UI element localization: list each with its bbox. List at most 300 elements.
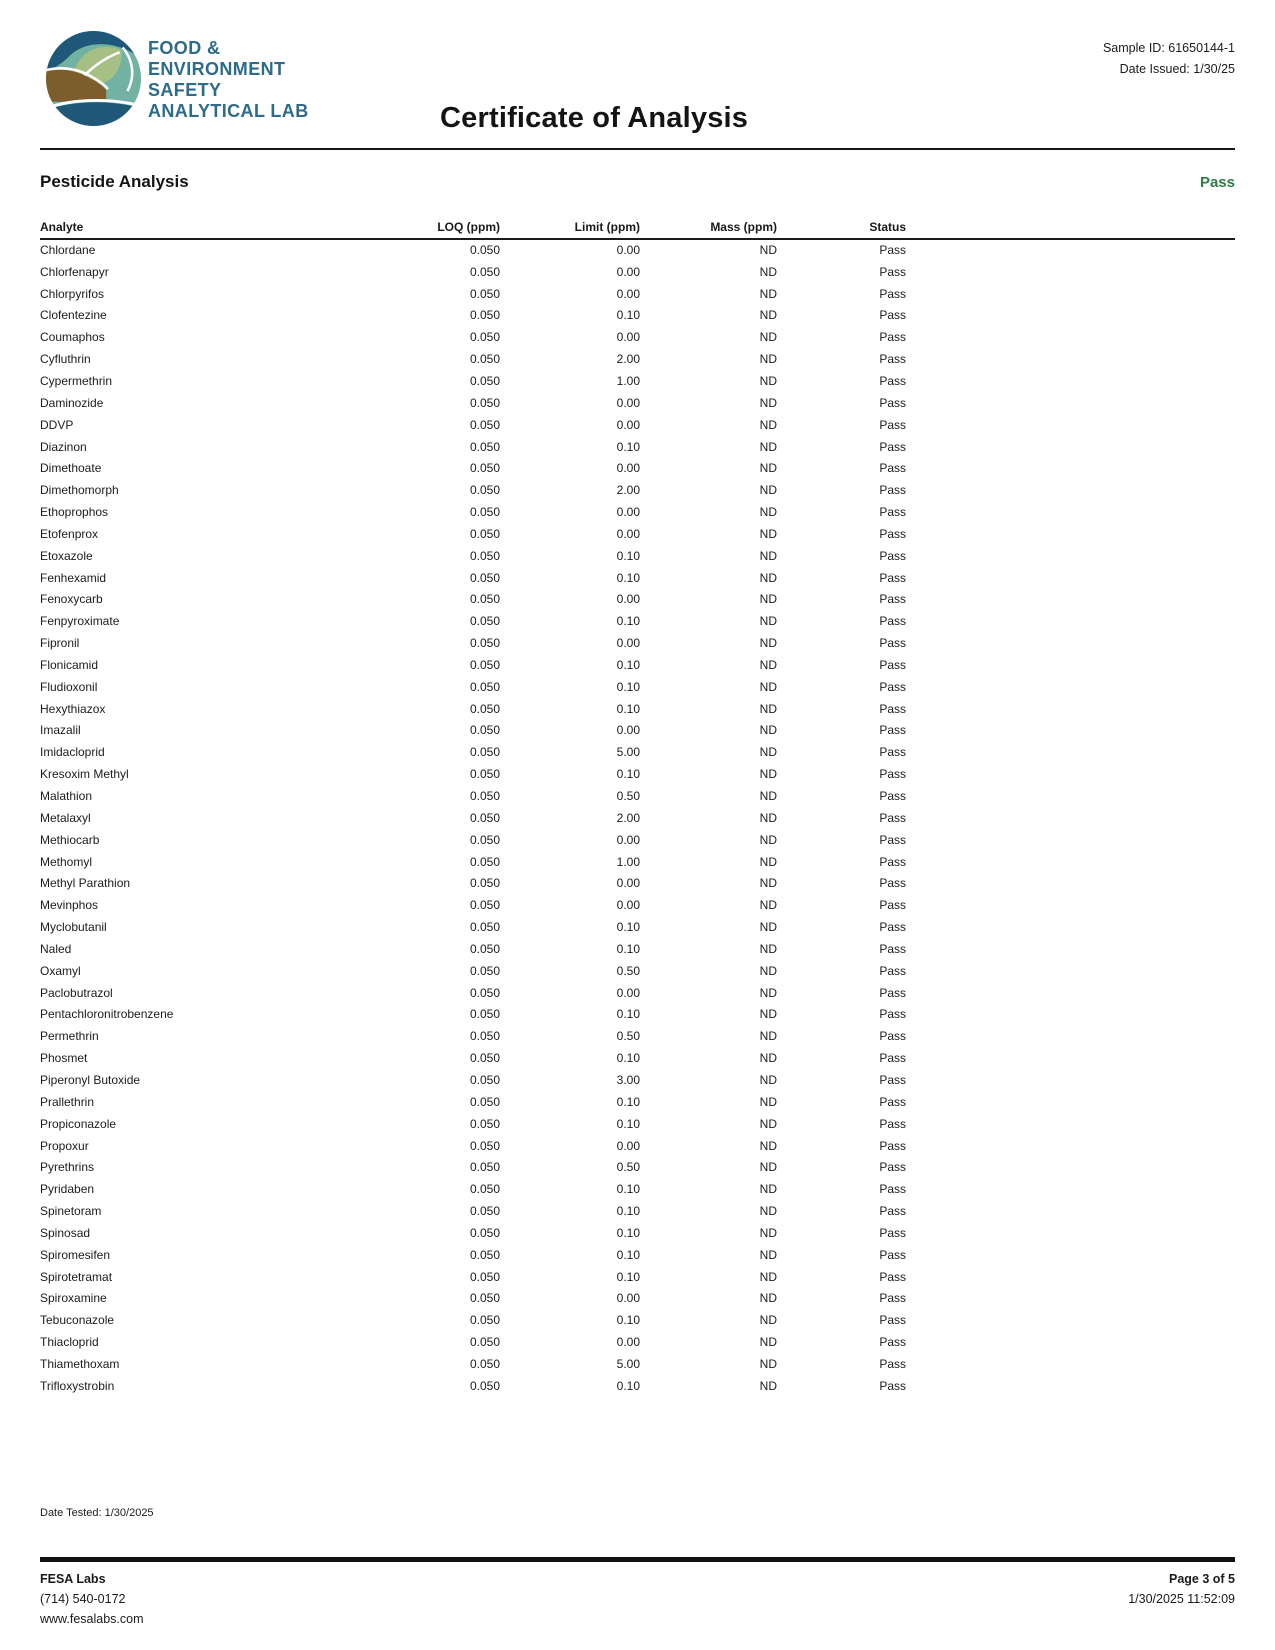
analyte-name: Clofentezine: [40, 308, 107, 323]
table-row: [40, 1025, 1235, 1047]
row-filler: [906, 960, 1235, 982]
mass-value: ND: [759, 876, 777, 891]
analyte-name: Fipronil: [40, 636, 80, 651]
loq-value: 0.050: [469, 1225, 500, 1240]
limit-value: 0.10: [616, 920, 640, 935]
analyte-name: Myclobutanil: [40, 920, 107, 935]
mass-value: ND: [759, 461, 777, 476]
mass-value: ND: [759, 614, 777, 629]
loq-value: 0.050: [469, 1138, 500, 1153]
row-filler: [906, 1375, 1235, 1397]
mass-value: ND: [759, 264, 777, 279]
loq-value: 0.050: [469, 1094, 500, 1109]
column-header-mass-ppm: Mass (ppm): [640, 220, 777, 239]
table-row: [40, 610, 1235, 632]
table-row: [40, 763, 1235, 785]
mass-value: ND: [759, 330, 777, 345]
row-filler: [906, 239, 1235, 261]
mass-value: ND: [759, 1029, 777, 1044]
row-filler: [906, 1156, 1235, 1178]
status-value: Pass: [879, 1160, 906, 1175]
status-value: Pass: [879, 373, 906, 388]
table-row: [40, 1047, 1235, 1069]
limit-value: 2.00: [616, 483, 640, 498]
row-filler: [906, 1025, 1235, 1047]
sample-id: Sample ID: 61650144-1: [1102, 41, 1235, 55]
limit-value: 0.10: [616, 1051, 640, 1066]
limit-value: 0.10: [616, 701, 640, 716]
analyte-name: Methiocarb: [40, 832, 100, 847]
limit-value: 0.50: [616, 1160, 640, 1175]
loq-value: 0.050: [469, 1247, 500, 1262]
status-value: Pass: [879, 745, 906, 760]
status-badge: Pass: [1199, 174, 1235, 191]
limit-value: 5.00: [616, 745, 640, 760]
limit-value: 1.00: [616, 854, 640, 869]
loq-value: 0.050: [469, 963, 500, 978]
table-row: [40, 370, 1235, 392]
row-filler: [906, 1266, 1235, 1288]
loq-value: 0.050: [469, 832, 500, 847]
row-filler: [906, 392, 1235, 414]
loq-value: 0.050: [469, 592, 500, 607]
limit-value: 5.00: [616, 1356, 640, 1371]
loq-value: 0.050: [469, 941, 500, 956]
limit-value: 0.00: [616, 505, 640, 520]
status-value: Pass: [879, 810, 906, 825]
limit-value: 0.00: [616, 417, 640, 432]
loq-value: 0.050: [469, 701, 500, 716]
limit-value: 0.10: [616, 767, 640, 782]
status-value: Pass: [879, 985, 906, 1000]
mass-value: ND: [759, 1291, 777, 1306]
mass-value: ND: [759, 1269, 777, 1284]
analyte-name: Naled: [40, 941, 72, 956]
row-filler: [906, 763, 1235, 785]
loq-value: 0.050: [469, 417, 500, 432]
status-value: Pass: [879, 898, 906, 913]
analyte-name: Etoxazole: [40, 548, 93, 563]
mass-value: ND: [759, 745, 777, 760]
column-header-loq-ppm: LOQ (ppm): [320, 220, 500, 239]
limit-value: 0.00: [616, 1291, 640, 1306]
mass-value: ND: [759, 352, 777, 367]
analyte-name: Tebuconazole: [40, 1313, 115, 1328]
table-row: [40, 698, 1235, 720]
analyte-name: Pyrethrins: [40, 1160, 95, 1175]
table-row: [40, 305, 1235, 327]
document-title: Certificate of Analysis: [440, 102, 749, 134]
table-row: [40, 436, 1235, 458]
row-filler: [906, 305, 1235, 327]
row-filler: [906, 1178, 1235, 1200]
mass-value: ND: [759, 505, 777, 520]
row-filler: [906, 872, 1235, 894]
loq-value: 0.050: [469, 636, 500, 651]
loq-value: 0.050: [469, 1051, 500, 1066]
analyte-name: Cypermethrin: [40, 373, 113, 388]
footer-columns: [40, 1569, 1235, 1629]
row-filler: [906, 348, 1235, 370]
loq-value: 0.050: [469, 330, 500, 345]
analyte-name: Propiconazole: [40, 1116, 117, 1131]
table-row: [40, 851, 1235, 873]
loq-value: 0.050: [469, 1356, 500, 1371]
status-value: Pass: [879, 505, 906, 520]
status-value: Pass: [879, 679, 906, 694]
status-value: Pass: [879, 308, 906, 323]
analyte-name: Daminozide: [40, 395, 104, 410]
limit-value: 0.10: [616, 439, 640, 454]
row-filler: [906, 807, 1235, 829]
limit-value: 0.00: [616, 985, 640, 1000]
row-filler: [906, 654, 1235, 676]
loq-value: 0.050: [469, 767, 500, 782]
analyte-name: Ethoprophos: [40, 505, 109, 520]
loq-value: 0.050: [469, 395, 500, 410]
table-row: [40, 916, 1235, 938]
footer-page-info: [1128, 1569, 1235, 1629]
mass-value: ND: [759, 1335, 777, 1350]
analyte-name: Metalaxyl: [40, 810, 91, 825]
mass-value: ND: [759, 1072, 777, 1087]
status-value: Pass: [879, 1335, 906, 1350]
row-filler: [906, 982, 1235, 1004]
analyte-name: Dimethomorph: [40, 483, 119, 498]
column-header-limit-ppm: Limit (ppm): [500, 220, 640, 239]
row-filler: [906, 632, 1235, 654]
mass-value: ND: [759, 636, 777, 651]
analyte-name: Thiamethoxam: [40, 1356, 120, 1371]
status-value: Pass: [879, 352, 906, 367]
mass-value: ND: [759, 526, 777, 541]
row-filler: [906, 414, 1235, 436]
analyte-name: Diazinon: [40, 439, 87, 454]
mass-value: ND: [759, 832, 777, 847]
table-row: [40, 589, 1235, 611]
analyte-table-body: [40, 239, 1235, 1397]
status-value: Pass: [879, 526, 906, 541]
table-row: [40, 1135, 1235, 1157]
loq-value: 0.050: [469, 1378, 500, 1393]
column-header-status: Status: [777, 220, 906, 239]
limit-value: 0.00: [616, 264, 640, 279]
status-value: Pass: [879, 1182, 906, 1197]
loq-value: 0.050: [469, 1029, 500, 1044]
table-row: [40, 1178, 1235, 1200]
limit-value: 0.00: [616, 832, 640, 847]
mass-value: ND: [759, 767, 777, 782]
table-row: [40, 1004, 1235, 1026]
analyte-name: Fenpyroximate: [40, 614, 120, 629]
status-value: Pass: [879, 330, 906, 345]
loq-value: 0.050: [469, 1182, 500, 1197]
status-value: Pass: [879, 243, 906, 258]
status-value: Pass: [879, 1291, 906, 1306]
section-header: [40, 172, 1235, 192]
lab-name-line: FOOD &: [148, 38, 221, 58]
mass-value: ND: [759, 941, 777, 956]
loq-value: 0.050: [469, 373, 500, 388]
table-row: [40, 1266, 1235, 1288]
analyte-name: Etofenprox: [40, 526, 99, 541]
mass-value: ND: [759, 701, 777, 716]
loq-value: 0.050: [469, 1335, 500, 1350]
loq-value: 0.050: [469, 1007, 500, 1022]
status-value: Pass: [879, 1247, 906, 1262]
loq-value: 0.050: [469, 810, 500, 825]
table-row: [40, 1069, 1235, 1091]
limit-value: 0.00: [616, 286, 640, 301]
row-filler: [906, 1309, 1235, 1331]
analyte-name: Oxamyl: [40, 963, 81, 978]
loq-value: 0.050: [469, 286, 500, 301]
status-value: Pass: [879, 548, 906, 563]
lab-logo-icon: [45, 30, 142, 127]
table-row: [40, 982, 1235, 1004]
limit-value: 0.50: [616, 963, 640, 978]
table-row: [40, 501, 1235, 523]
table-row: [40, 741, 1235, 763]
limit-value: 0.00: [616, 526, 640, 541]
row-filler: [906, 1091, 1235, 1113]
limit-value: 0.50: [616, 1029, 640, 1044]
analyte-name: Dimethoate: [40, 461, 102, 476]
table-row: [40, 1091, 1235, 1113]
table-header-row: [40, 220, 1235, 239]
footer-company: FESA Labs: [40, 1572, 106, 1586]
analyte-name: Trifloxystrobin: [40, 1378, 115, 1393]
status-value: Pass: [879, 1029, 906, 1044]
row-filler: [906, 1244, 1235, 1266]
table-row: [40, 894, 1235, 916]
limit-value: 0.10: [616, 1007, 640, 1022]
row-filler: [906, 1135, 1235, 1157]
table-row: [40, 479, 1235, 501]
status-value: Pass: [879, 1007, 906, 1022]
loq-value: 0.050: [469, 570, 500, 585]
analyte-name: Pyridaben: [40, 1182, 95, 1197]
row-filler: [906, 479, 1235, 501]
row-filler: [906, 698, 1235, 720]
limit-value: 2.00: [616, 810, 640, 825]
row-filler: [906, 283, 1235, 305]
loq-value: 0.050: [469, 789, 500, 804]
mass-value: ND: [759, 1138, 777, 1153]
table-row: [40, 1244, 1235, 1266]
table-row: [40, 785, 1235, 807]
limit-value: 0.10: [616, 1204, 640, 1219]
table-row: [40, 676, 1235, 698]
table-row: [40, 872, 1235, 894]
limit-value: 0.50: [616, 789, 640, 804]
analyte-name: Prallethrin: [40, 1094, 95, 1109]
table-row: [40, 239, 1235, 261]
analyte-name: Coumaphos: [40, 330, 105, 345]
table-row: [40, 1353, 1235, 1375]
limit-value: 0.00: [616, 243, 640, 258]
loq-value: 0.050: [469, 548, 500, 563]
mass-value: ND: [759, 679, 777, 694]
mass-value: ND: [759, 548, 777, 563]
limit-value: 0.10: [616, 1225, 640, 1240]
limit-value: 0.00: [616, 1335, 640, 1350]
status-value: Pass: [879, 1378, 906, 1393]
status-value: Pass: [879, 657, 906, 672]
table-row: [40, 1113, 1235, 1135]
loq-value: 0.050: [469, 1313, 500, 1328]
loq-value: 0.050: [469, 898, 500, 913]
limit-value: 0.00: [616, 723, 640, 738]
lab-name-line: ANALYTICAL LAB: [148, 101, 309, 121]
loq-value: 0.050: [469, 439, 500, 454]
limit-value: 0.10: [616, 1182, 640, 1197]
analyte-name: Hexythiazox: [40, 701, 106, 716]
row-filler: [906, 894, 1235, 916]
limit-value: 0.00: [616, 876, 640, 891]
mass-value: ND: [759, 854, 777, 869]
row-filler: [906, 1331, 1235, 1353]
mass-value: ND: [759, 483, 777, 498]
status-value: Pass: [879, 1225, 906, 1240]
row-filler: [906, 676, 1235, 698]
analyte-name: Spinosad: [40, 1225, 91, 1240]
loq-value: 0.050: [469, 526, 500, 541]
row-filler: [906, 720, 1235, 742]
limit-value: 3.00: [616, 1072, 640, 1087]
row-filler: [906, 829, 1235, 851]
loq-value: 0.050: [469, 854, 500, 869]
mass-value: ND: [759, 373, 777, 388]
loq-value: 0.050: [469, 1204, 500, 1219]
loq-value: 0.050: [469, 1291, 500, 1306]
table-row: [40, 283, 1235, 305]
row-filler: [906, 1047, 1235, 1069]
mass-value: ND: [759, 920, 777, 935]
mass-value: ND: [759, 417, 777, 432]
mass-value: ND: [759, 1051, 777, 1066]
limit-value: 0.00: [616, 461, 640, 476]
limit-value: 0.00: [616, 636, 640, 651]
row-filler: [906, 1353, 1235, 1375]
table-row: [40, 1375, 1235, 1397]
mass-value: ND: [759, 1313, 777, 1328]
row-filler: [906, 851, 1235, 873]
mass-value: ND: [759, 1378, 777, 1393]
loq-value: 0.050: [469, 243, 500, 258]
row-filler: [906, 1222, 1235, 1244]
row-filler: [906, 741, 1235, 763]
row-filler: [906, 326, 1235, 348]
status-value: Pass: [879, 592, 906, 607]
limit-value: 0.10: [616, 1116, 640, 1131]
mass-value: ND: [759, 1225, 777, 1240]
table-row: [40, 523, 1235, 545]
status-value: Pass: [879, 570, 906, 585]
mass-value: ND: [759, 1094, 777, 1109]
loq-value: 0.050: [469, 461, 500, 476]
table-row: [40, 1288, 1235, 1310]
table-row: [40, 1309, 1235, 1331]
lab-name-line: SAFETY: [148, 80, 222, 100]
date-issued: Date Issued: 1/30/25: [1119, 62, 1235, 76]
mass-value: ND: [759, 1160, 777, 1175]
pesticide-analysis-table: [40, 220, 1235, 1397]
status-value: Pass: [879, 832, 906, 847]
mass-value: ND: [759, 963, 777, 978]
mass-value: ND: [759, 789, 777, 804]
section-title: Pesticide Analysis: [40, 172, 189, 191]
limit-value: 0.10: [616, 614, 640, 629]
status-value: Pass: [879, 483, 906, 498]
table-row: [40, 1222, 1235, 1244]
status-value: Pass: [879, 723, 906, 738]
loq-value: 0.050: [469, 1116, 500, 1131]
table-row: [40, 1200, 1235, 1222]
analyte-name: Spinetoram: [40, 1204, 102, 1219]
analyte-name: Pentachloronitrobenzene: [40, 1007, 174, 1022]
loq-value: 0.050: [469, 745, 500, 760]
analyte-name: Kresoxim Methyl: [40, 767, 129, 782]
loq-value: 0.050: [469, 1160, 500, 1175]
row-filler: [906, 1288, 1235, 1310]
limit-value: 0.10: [616, 679, 640, 694]
row-filler: [906, 1004, 1235, 1026]
status-value: Pass: [879, 417, 906, 432]
status-value: Pass: [879, 789, 906, 804]
page-footer: [40, 1557, 1235, 1629]
loq-value: 0.050: [469, 723, 500, 738]
row-filler: [906, 457, 1235, 479]
lab-name: [148, 38, 309, 122]
row-filler: [906, 589, 1235, 611]
analyte-name: Spiroxamine: [40, 1291, 107, 1306]
analyte-name: Flonicamid: [40, 657, 99, 672]
footer-divider: [40, 1557, 1235, 1562]
row-filler: [906, 1200, 1235, 1222]
mass-value: ND: [759, 1116, 777, 1131]
analyte-name: Malathion: [40, 789, 93, 804]
loq-value: 0.050: [469, 264, 500, 279]
analyte-name: Imazalil: [40, 723, 81, 738]
status-value: Pass: [879, 395, 906, 410]
limit-value: 0.10: [616, 1247, 640, 1262]
status-value: Pass: [879, 614, 906, 629]
status-value: Pass: [879, 1094, 906, 1109]
table-row: [40, 414, 1235, 436]
lab-name-line: ENVIRONMENT: [148, 59, 286, 79]
table-row: [40, 1331, 1235, 1353]
loq-value: 0.050: [469, 1269, 500, 1284]
analyte-name: Imidacloprid: [40, 745, 105, 760]
analyte-name: Chlorpyrifos: [40, 286, 105, 301]
limit-value: 0.10: [616, 941, 640, 956]
row-filler: [906, 501, 1235, 523]
table-row: [40, 829, 1235, 851]
table-row: [40, 960, 1235, 982]
mass-value: ND: [759, 985, 777, 1000]
row-filler: [906, 436, 1235, 458]
mass-value: ND: [759, 286, 777, 301]
column-header-analyte: Analyte: [40, 220, 320, 239]
print-timestamp: 1/30/2025 11:52:09: [1128, 1592, 1235, 1606]
limit-value: 0.10: [616, 1269, 640, 1284]
limit-value: 0.10: [616, 570, 640, 585]
sample-meta: [1103, 38, 1235, 80]
loq-value: 0.050: [469, 505, 500, 520]
analyte-name: Thiacloprid: [40, 1335, 99, 1350]
loq-value: 0.050: [469, 308, 500, 323]
